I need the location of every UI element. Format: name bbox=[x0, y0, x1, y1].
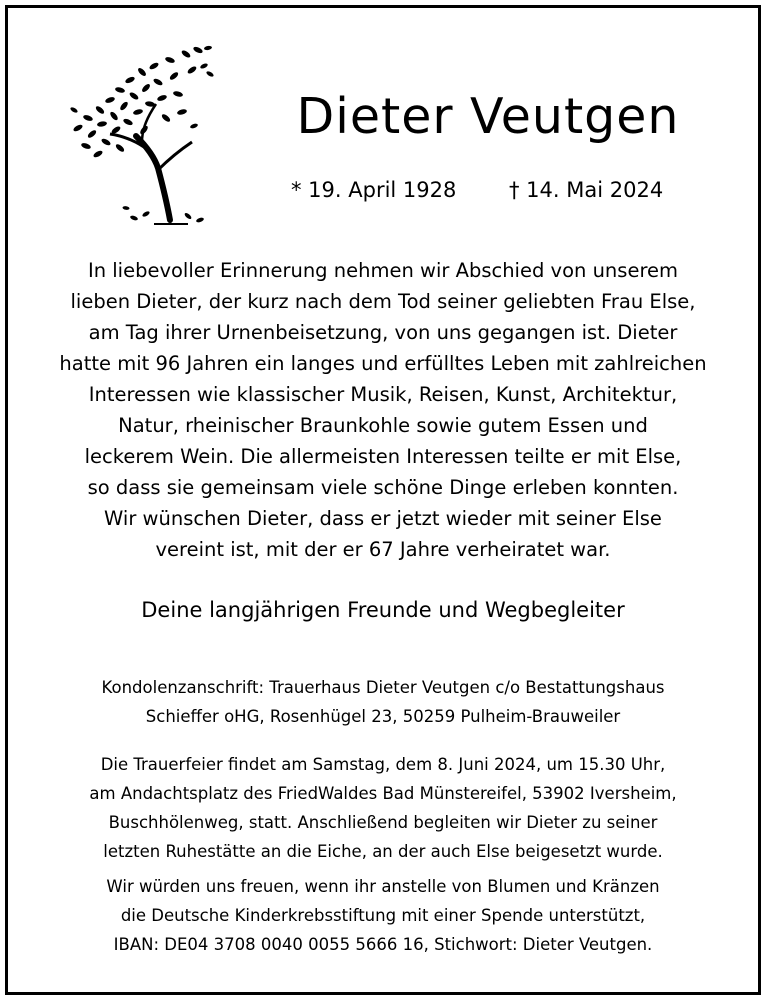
address-line: Kondolenzanschrift: Trauerhaus Dieter Veutgen c/o Bestattungshaus bbox=[101, 678, 665, 697]
donation-info bbox=[20, 872, 746, 959]
donation-line: die Deutsche Kinderkrebsstiftung mit einer Spende unterstützt, bbox=[120, 906, 646, 925]
tribute-line: In liebevoller Erinnerung nehmen wir Abschied von unserem bbox=[87, 259, 679, 282]
condolence-address bbox=[20, 673, 746, 731]
tribute-line: leckerem Wein. Die allermeisten Interessen teilte er mit Else, bbox=[84, 445, 682, 468]
ceremony-line: Die Trauerfeier findet am Samstag, dem 8. Juni 2024, um 15.30 Uhr, bbox=[100, 755, 666, 774]
tribute-line: Natur, rheinischer Braunkohle sowie gutem Essen und bbox=[118, 414, 648, 437]
signoff: Deine langjährigen Freunde und Wegbegleiter bbox=[141, 598, 625, 622]
tribute-line: Interessen wie klassischer Musik, Reisen, Kunst, Architektur, bbox=[88, 383, 678, 406]
death-date: † 14. Mai 2024 bbox=[509, 178, 664, 202]
tribute-line: hatte mit 96 Jahren ein langes und erfülltes Leben mit zahlreichen bbox=[59, 352, 707, 375]
tribute-line: vereint ist, mit der er 67 Jahre verheiratet war. bbox=[155, 538, 611, 561]
ceremony-line: letzten Ruhestätte an die Eiche, an der auch Else beigesetzt wurde. bbox=[103, 842, 663, 861]
tribute-text bbox=[20, 255, 746, 565]
address-line: Schieffer oHG, Rosenhügel 23, 50259 Pulheim-Brauweiler bbox=[145, 707, 621, 726]
donation-line: IBAN: DE04 3708 0040 0055 5666 16, Stichwort: Dieter Veutgen. bbox=[113, 935, 653, 954]
windblown-tree-icon bbox=[58, 38, 218, 228]
ceremony-line: Buschhölenweg, statt. Anschließend begleiten wir Dieter zu seiner bbox=[108, 813, 658, 832]
tribute-line: Wir wünschen Dieter, dass er jetzt wieder mit seiner Else bbox=[104, 507, 662, 530]
ceremony-line: am Andachtsplatz des FriedWaldes Bad Münstereifel, 53902 Iversheim, bbox=[89, 784, 677, 803]
tribute-line: am Tag ihrer Urnenbeisetzung, von uns gegangen ist. Dieter bbox=[88, 321, 678, 344]
tribute-line: lieben Dieter, der kurz nach dem Tod seiner geliebten Frau Else, bbox=[70, 290, 696, 313]
donation-line: Wir würden uns freuen, wenn ihr anstelle von Blumen und Kränzen bbox=[106, 877, 660, 896]
ceremony-info bbox=[20, 750, 746, 866]
tribute-line: so dass sie gemeinsam viele schöne Dinge erleben konnten. bbox=[87, 476, 679, 499]
birth-date: * 19. April 1928 bbox=[291, 178, 457, 202]
deceased-name: Dieter Veutgen bbox=[296, 88, 680, 145]
